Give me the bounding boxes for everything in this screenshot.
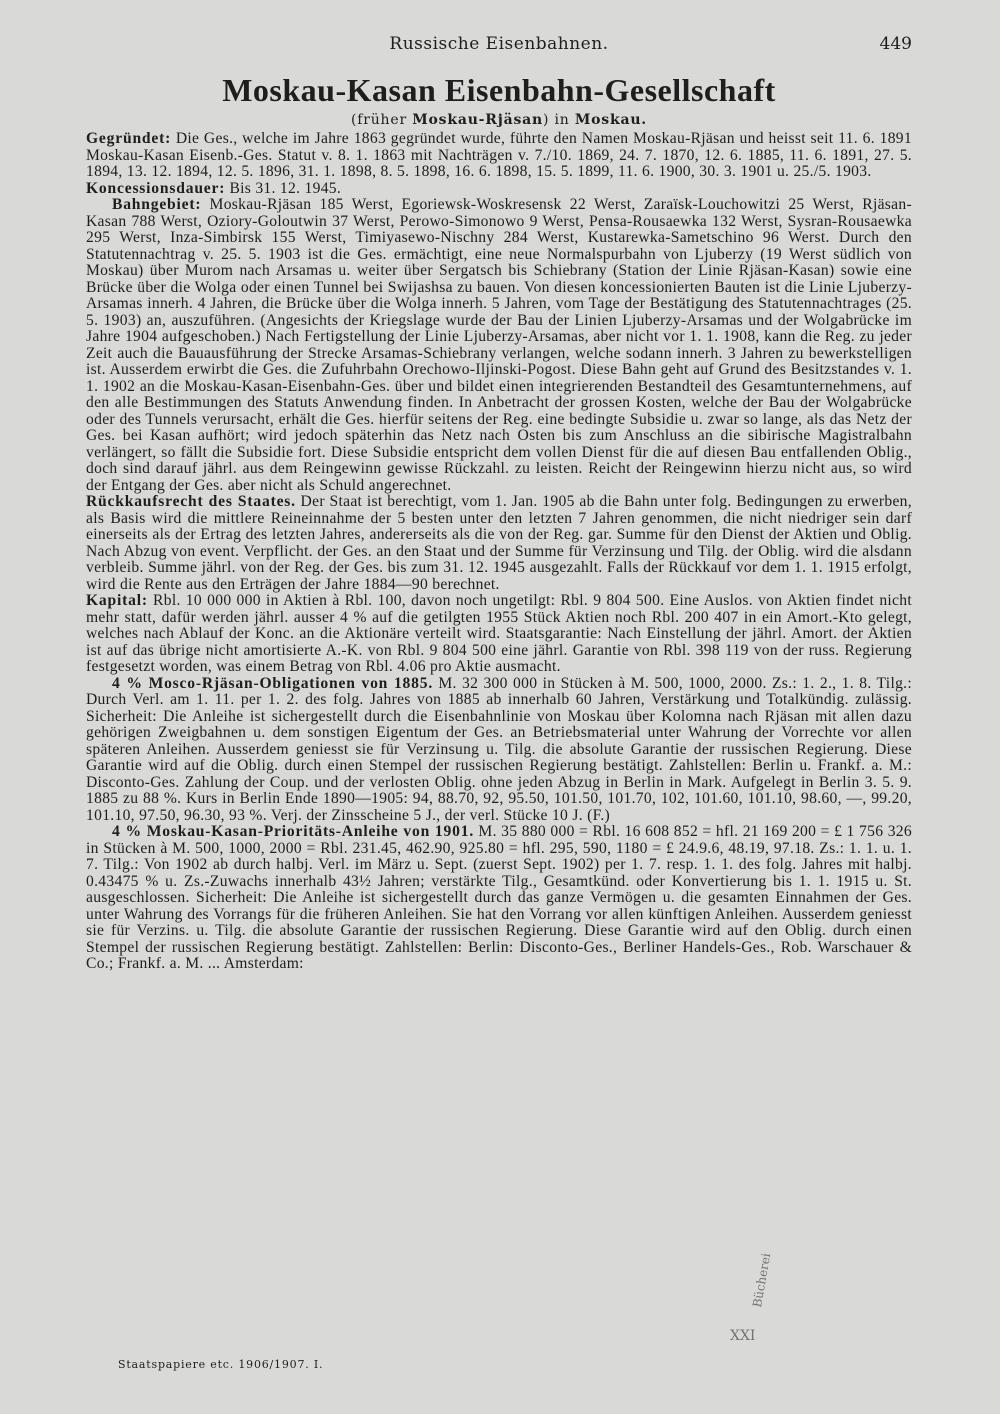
page-number: 449 <box>879 34 912 54</box>
subtitle-former-name: Moskau-Rjäsan <box>412 112 543 128</box>
paragraph-text: Der Staat ist berechtigt, vom 1. Jan. 1905 ab die Bahn unter folg. Bedingungen zu erwerben, als Basis wird die mittlere Reineinnahme der 5 besten unter den letzten 7 Jahren genommen, die nicht niedriger sein darf einerseits als der Ertrag des letzten Jahres, andererseits als die von der Reg. gar. Summe für den Dienst der Aktien und Oblig. Nach Abzug von event. Verpflicht. der Ges. an den Staat und der Summe für Verzinsung und Tilg. der Oblig. wird die alsdann verbleib. Summe jährl. von der Reg. der Ges. bis zum 31. 12. 1945 ausgezahlt. Falls der Rückkauf vor dem 1. 1. 1915 erfolgt, wird die Rente aus den Erträgen der Jahre 1884—90 berechnet. <box>86 493 912 593</box>
library-stamp <box>690 1252 780 1380</box>
paragraph-text: Bis 31. 12. 1945. <box>229 179 342 197</box>
paragraph-text: Rbl. 10 000 000 in Aktien à Rbl. 100, davon noch ungetilgt: Rbl. 9 804 500. Eine Auslos. von Aktien findet nicht mehr statt, dafür werden jährl. ausser 4 % auf die getilgten 1955 Stück Aktien noch Rbl. 200 407 in ein Amort.-Kto gelegt, welches nach Ablauf der Konc. an die Aktionäre verteilt wird. Staatsgarantie: Nach Einstellung der jährl. Amort. der Aktien ist auf das übrige nicht amortisierte A.-K. von Rbl. 9 804 500 eine jährl. Garantie von Rbl. 398 119 von der russ. Regierung festgesetzt worden, was einem Betrag von Rbl. 4.06 pro Aktie ausmacht. <box>86 592 912 675</box>
subtitle-city: Moskau. <box>574 112 647 128</box>
paragraph-bonds-1885 <box>86 676 912 825</box>
paragraph-lead: Gegründet: <box>86 130 172 147</box>
paragraph-lead: Bahngebiet: <box>112 196 202 213</box>
paragraph-concession <box>86 181 912 198</box>
running-head <box>86 34 912 58</box>
paragraph-loan-1901 <box>86 824 912 973</box>
company-title: Moskau-Kasan Eisenbahn-Gesellschaft <box>222 72 776 108</box>
paragraph-text: M. 32 300 000 in Stücken à M. 500, 1000, 2000. Zs.: 1. 2., 1. 8. Tilg.: Durch Verl. am 1. 11. per 1. 2. des folg. Jahres von 1885 ab innerhalb 60 Jahren, Verstärkung und Totalkündig. zulässig. Sicherheit: Die Anleihe ist sichergestellt durch die Eisenbahnlinie von Moskau über Kolomna nach Rjäsan mit allen dazu gehörigen Zweigbahnen u. dem sonstigen Eigentum der Ges. an Betriebsmaterial unter Wahrung der Vorrechte vor allen späteren Anleihen. Ausserdem geniesst sie für Verzinsung u. Tilg. die absolute Garantie der russischen Regierung. Diese Garantie wird auf die Oblig. durch einen Stempel der russischen Regierung bestätigt. Zahlstellen: Berlin u. Frankf. a. M.: Disconto-Ges. Zahlung der Coup. und der verlosten Oblig. ohne jeden Abzug in Berlin in Mark. Aufgelegt in Berlin 3. 5. 9. 1885 zu 88 %. Kurs in Berlin Ende 1890—1905: 94, 88.70, 92, 95.50, 101.50, 101.70, 102, 101.60, 101.10, 98.60, —, 99.20, 101.10, 97.50, 96.30, 93 %. Verj. der Zinsscheine 5 J., der verl. Stücke 10 J. (F.) <box>86 674 912 824</box>
paragraph-capital <box>86 593 912 676</box>
company-subtitle <box>86 112 912 128</box>
subtitle-prefix: (früher <box>351 112 413 128</box>
stamp-label: Bücherei <box>750 1252 774 1309</box>
running-title: Russische Eisenbahnen. <box>389 34 609 54</box>
paragraph-buyback <box>86 494 912 593</box>
paragraph-lead: 4 % Moskau-Kasan-Prioritäts-Anleihe von 1901. <box>112 823 475 840</box>
document-body <box>86 131 912 973</box>
paragraph-lead: 4 % Mosco-Rjäsan-Obligationen von 1885. <box>112 674 434 692</box>
stamp-number: XXI <box>730 1328 756 1344</box>
paragraph-lead: Koncessionsdauer: <box>86 179 226 197</box>
paragraph-lead: Rückkaufsrecht des Staates. <box>86 493 296 510</box>
paragraph-lead: Kapital: <box>86 592 148 609</box>
paragraph-text: Die Ges., welche im Jahre 1863 gegründet wurde, führte den Namen Moskau-Rjäsan und heisst seit 11. 6. 1891 Moskau-Kasan Eisenb.-Ges. Statut v. 8. 1. 1863 mit Nachträgen v. 7./10. 1869, 24. 7. 1870, 12. 6. 1885, 11. 6. 1891, 27. 5. 1894, 13. 12. 1894, 12. 5. 1896, 31. 1. 1898, 8. 5. 1898, 16. 6. 1898, 15. 5. 1899, 11. 6. 1900, 30. 3. 1901 u. 25./5. 1903. <box>86 130 912 180</box>
page-footer: Staatspapiere etc. 1906/1907. I. <box>118 1358 324 1371</box>
paragraph-text: M. 35 880 000 = Rbl. 16 608 852 = hfl. 21 169 200 = £ 1 756 326 in Stücken à M. 500, 1000, 2000 = Rbl. 231.45, 462.90, 925.80 = hfl. 295, 590, 1180 = £ 24.9.6, 48.19, 97.18. Zs.: 1. 1. u. 1. 7. Tilg.: Von 1902 ab durch halbj. Verl. im März u. Sept. (zuerst Sept. 1902) per 1. 7. resp. 1. 1. des folg. Jahres mit halbj. 0.43475 % u. Zs.-Zuwachs innerhalb 43½ Jahren; verstärkte Tilg., Gesamtkünd. oder Konvertierung bis 1. 1. 1915 u. St. ausgeschlossen. Sicherheit: Die Anleihe ist sichergestellt durch das ganze Vermögen u. die gesamten Einnahmen der Ges. unter Wahrung des Vorrangs für die früheren Anleihen. Sie hat den Vorrang vor allen künftigen Anleihen. Ausserdem geniesst sie für Verzins. u. Tilg. die absolute Garantie der russischen Regierung. Diese Garantie wird auf den Oblig. durch einen Stempel der russischen Regierung bestätigt. Zahlstellen: Berlin: Disconto-Ges., Berliner Handels-Ges., Rob. Warschauer & Co.; Frankf. a. M. ... Amsterdam: <box>86 823 912 972</box>
paragraph-founded <box>86 131 912 181</box>
paragraph-rail-area <box>86 197 912 494</box>
subtitle-middle: ) in <box>542 112 575 128</box>
paragraph-text: Moskau-Rjäsan 185 Werst, Egoriewsk-Woskresensk 22 Werst, Zaraïsk-Louchowitzi 25 Werst, Rjäsan-Kasan 788 Werst, Oziory-Goloutwin 37 Werst, Perowo-Simonowo 9 Werst, Pensa-Rousaewka 132 Werst, Sysran-Rousaewka 295 Werst, Inza-Simbirsk 155 Werst, Timiyasewo-Nischny 284 Werst, Kustarewka-Sametschino 96 Werst. Durch den Statutennachtrag v. 25. 5. 1903 ist die Ges. ermächtigt, eine neue Normalspurbahn von Ljuberzy (19 Werst südlich von Moskau) über Murom nach Arsamas u. weiter über Sergatsch bis Schiebrany (Station der Linie Rjäsan-Kasan) sowie eine Brücke über die Wolga oder einen Tunnel bei Swijashsa zu bauen. Von diesen koncessionierten Bauten ist die Linie Ljuberzy-Arsamas innerh. 4 Jahren, die Brücke über die Wolga innerh. 5 Jahren, vom Tage der Bestätigung des Statutennachtrages (25. 5. 1903) an, auszuführen. (Angesichts der Kriegslage wurde der Bau der Linien Ljuberzy-Arsamas und der Wolgabrücke im Jahre 1904 aufgeschoben.) Nach Fertigstellung der Linie Ljuberzy-Arsamas, aber nicht vor 1. 1. 1908, kann die Reg. zu jeder Zeit auch die Bauausführung der Strecke Arsamas-Schiebrany verlangen, welche sodann innerh. 3 Jahren zu bewerkstelligen ist. Ausserdem erwirbt die Ges. die Zufuhrbahn Orechowo-Iljinski-Pogost. Diese Bahn geht auf Grund des Besitzstandes v. 1. 1. 1902 an die Moskau-Kasan-Eisenbahn-Ges. über und bildet einen integrierenden Bestandteil des Gesamtunternehmens, auf den alle Bestimmungen des Statuts Anwendung finden. In Anbetracht der grossen Kosten, welche der Bau der Wolgabrücke oder des Tunnels verursacht, erhält die Ges. hierfür seitens der Reg. eine bedingte Subsidie u. zwar so lange, als das Netz der Ges. bei Kasan aufhört; wird jedoch späterhin das Netz nach Osten bis zum Anschluss an die sibirische Magistralbahn verlängert, so fällt die Subsidie fort. Diese Subsidie entspricht dem vollen Dienst für die auf diesen Bau entfallenden Oblig., doch sind darauf jährl. aus dem Reingewinn gewisse Rückzahl. zu leisten. Reicht der Reingewinn hierzu nicht aus, so wird der Entgang der Ges. aber nicht als Schuld angerechnet. <box>86 196 912 494</box>
